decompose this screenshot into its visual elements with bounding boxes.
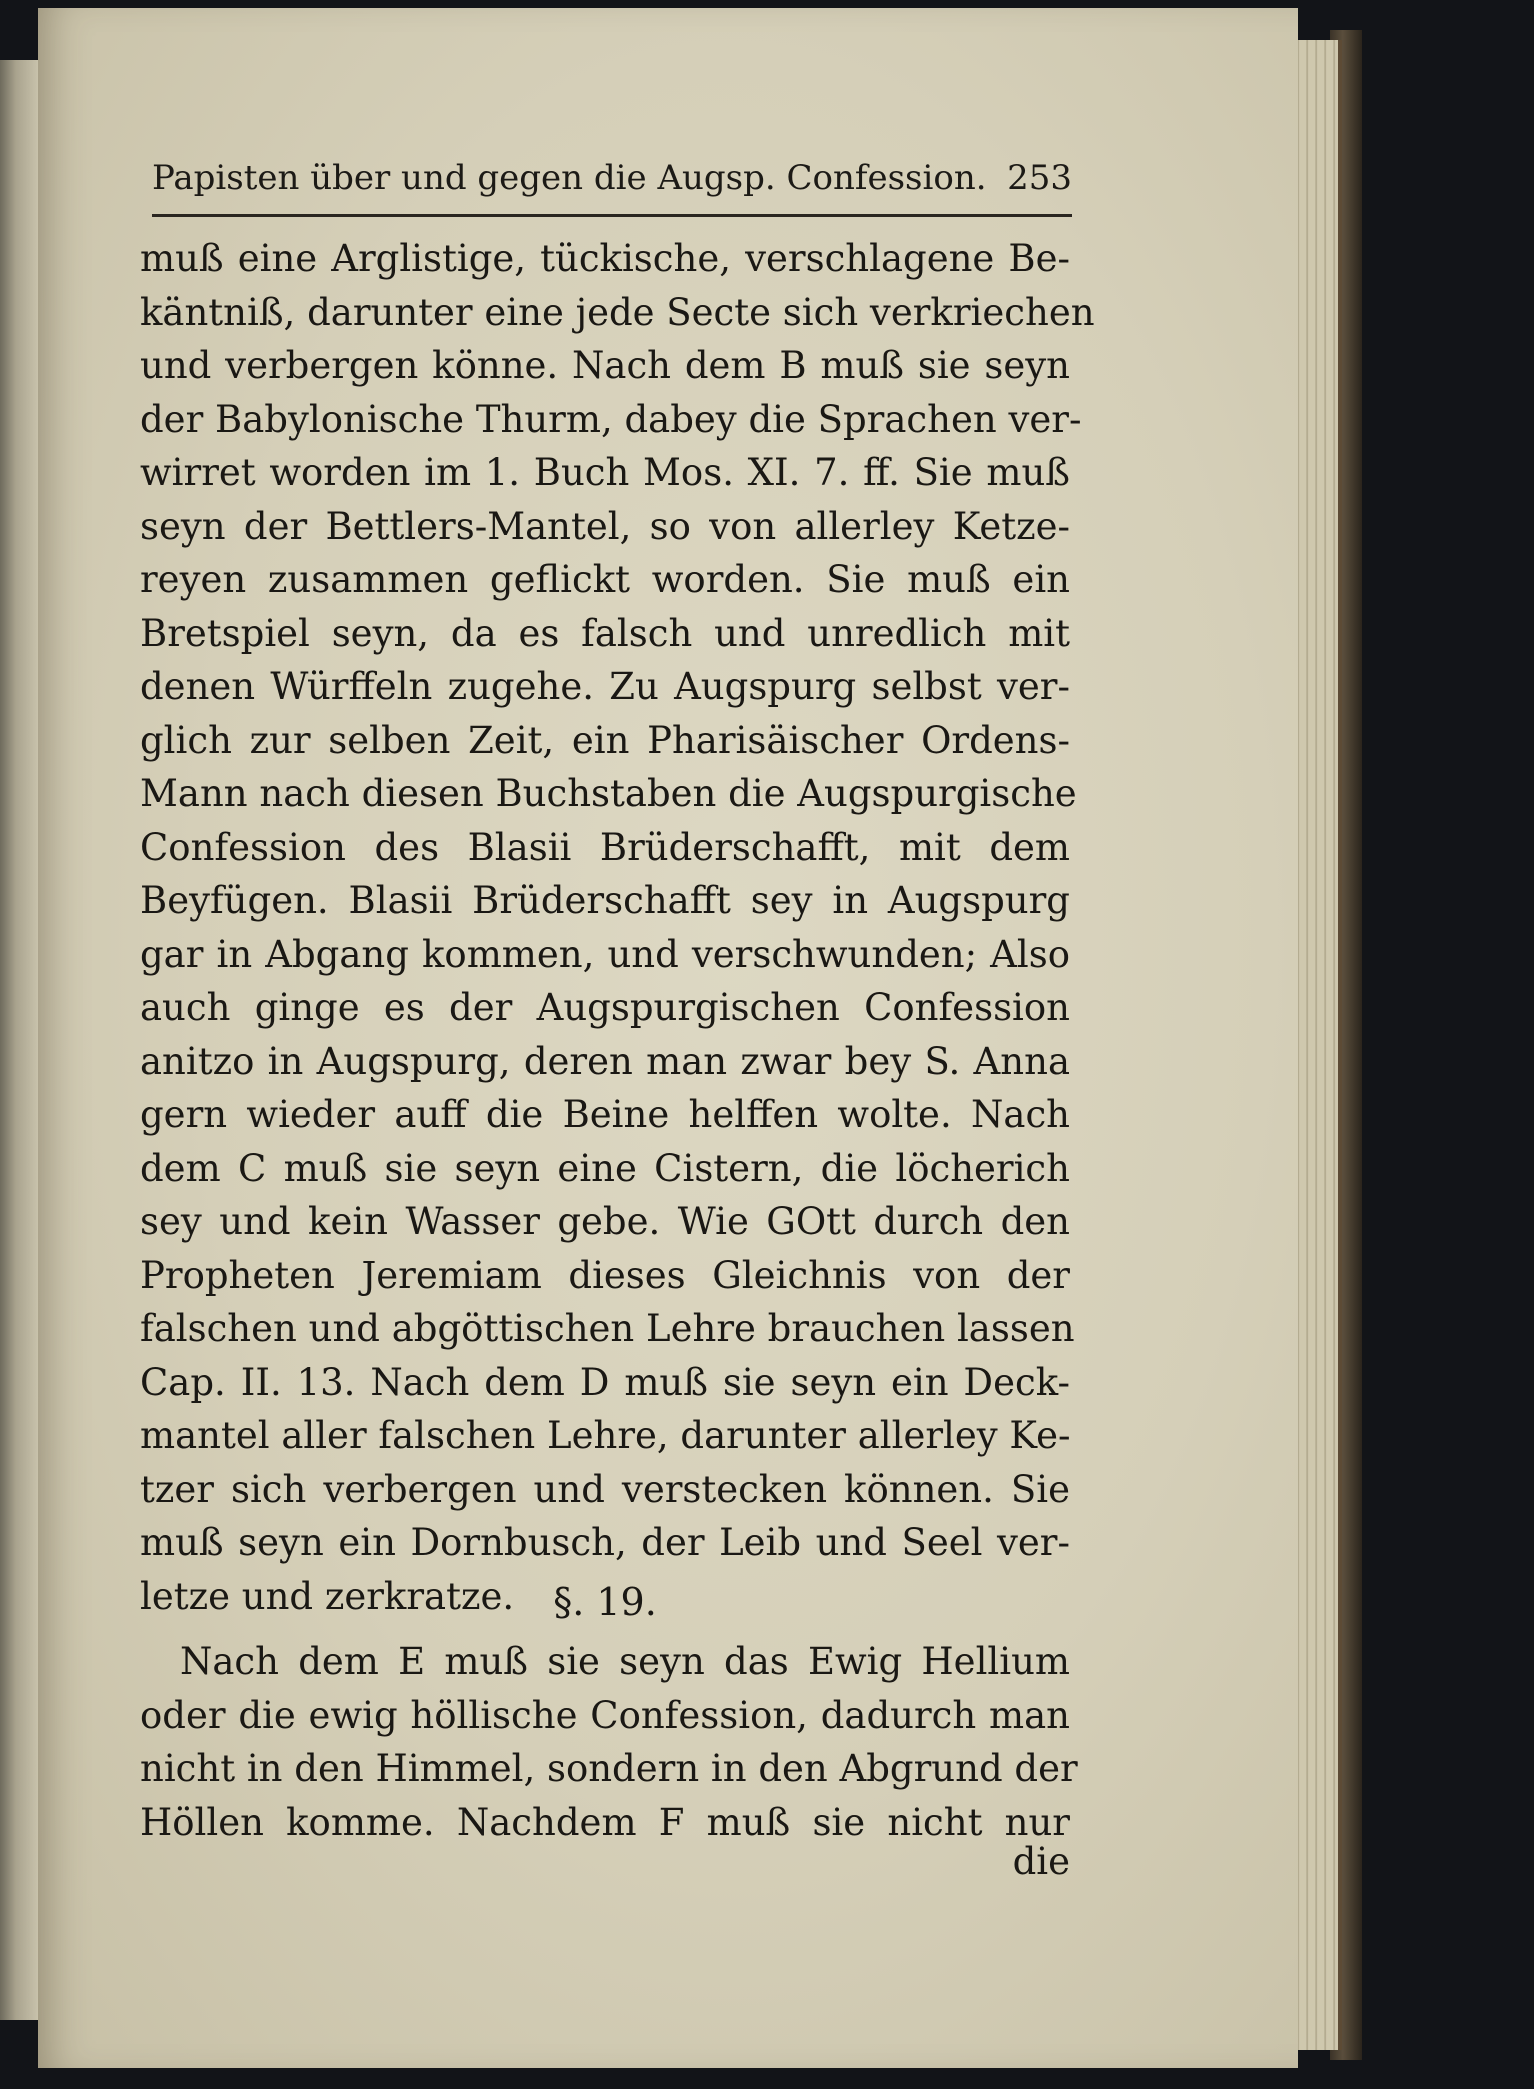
text-line: oder die ewig höllische Confession, dadurch man <box>140 1693 1070 1737</box>
text-line: sey und kein Wasser gebe. Wie GOtt durch den <box>140 1200 1070 1243</box>
header-rule <box>152 214 1072 217</box>
text-line: anitzo in Augspurg, deren man zwar bey S. Anna <box>140 1039 1070 1083</box>
section-heading: §. 19. <box>553 1580 657 1624</box>
text-line: Mann nach diesen Buchstaben die Augspurgische <box>140 772 1077 815</box>
catchword: die <box>1012 1840 1070 1883</box>
text-line: und verbergen könne. Nach dem B muß sie seyn <box>140 344 1070 387</box>
text-line: auch ginge es der Augspurgischen Confession <box>140 986 1070 1029</box>
text-line: Propheten Jeremiam dieses Gleichnis von der <box>140 1253 1070 1297</box>
text-line: denen Würffeln zugehe. Zu Augspurg selbst ver- <box>140 665 1070 708</box>
text-line: letze und zerkratze. <box>140 1574 515 1618</box>
text-line: glich zur selben Zeit, ein Pharisäischer Ordens- <box>140 718 1070 762</box>
text-line: der Babylonische Thurm, dabey die Sprachen ver- <box>140 397 1082 441</box>
text-line: käntniß, darunter eine jede Secte sich verkriechen <box>140 290 1095 334</box>
running-header <box>152 158 1072 210</box>
text-line: Beyfügen. Blasii Brüderschafft sey in Augspurg <box>140 879 1070 922</box>
text-line: mantel aller falschen Lehre, darunter allerley Ke- <box>140 1414 1071 1457</box>
text-line: falschen und abgöttischen Lehre brauchen lassen <box>140 1307 1075 1350</box>
text-line: seyn der Bettlers-Mantel, so von allerley Ketze- <box>140 504 1070 548</box>
page-number: 253 <box>1007 158 1072 198</box>
text-line: muß eine Arglistige, tückische, verschlagene Be- <box>140 237 1070 280</box>
text-line: dem C muß sie seyn eine Cistern, die löcherich <box>140 1146 1070 1190</box>
text-line: Bretspiel seyn, da es falsch und unredlich mit <box>140 611 1070 655</box>
text-line: reyen zusammen geflickt worden. Sie muß ein <box>140 558 1070 601</box>
paragraph-2 <box>140 1635 1078 1849</box>
text-line: tzer sich verbergen und verstecken können. Sie <box>140 1467 1070 1511</box>
text-line: gern wieder auff die Beine helffen wolte. Nach <box>140 1093 1070 1136</box>
running-title: Papisten über und gegen die Augsp. Confession. <box>152 158 987 198</box>
text-line: Nach dem E muß sie seyn das Ewig Hellium <box>180 1640 1070 1683</box>
paragraph-1 <box>140 232 1095 1623</box>
text-line: Cap. II. 13. Nach dem D muß sie seyn ein Deck- <box>140 1360 1070 1404</box>
text-line: Höllen komme. Nachdem F muß sie nicht nur <box>140 1800 1070 1844</box>
text-line: Confession des Blasii Brüderschafft, mit dem <box>140 825 1070 869</box>
text-line: muß seyn ein Dornbusch, der Leib und Seel ver- <box>140 1521 1070 1564</box>
text-line: gar in Abgang kommen, und verschwunden; Also <box>140 932 1070 976</box>
text-line: wirret worden im 1. Buch Mos. XI. 7. ff. Sie muß <box>140 451 1070 494</box>
text-line: nicht in den Himmel, sondern in den Abgrund der <box>140 1747 1078 1790</box>
facing-page-edge <box>0 60 43 2020</box>
